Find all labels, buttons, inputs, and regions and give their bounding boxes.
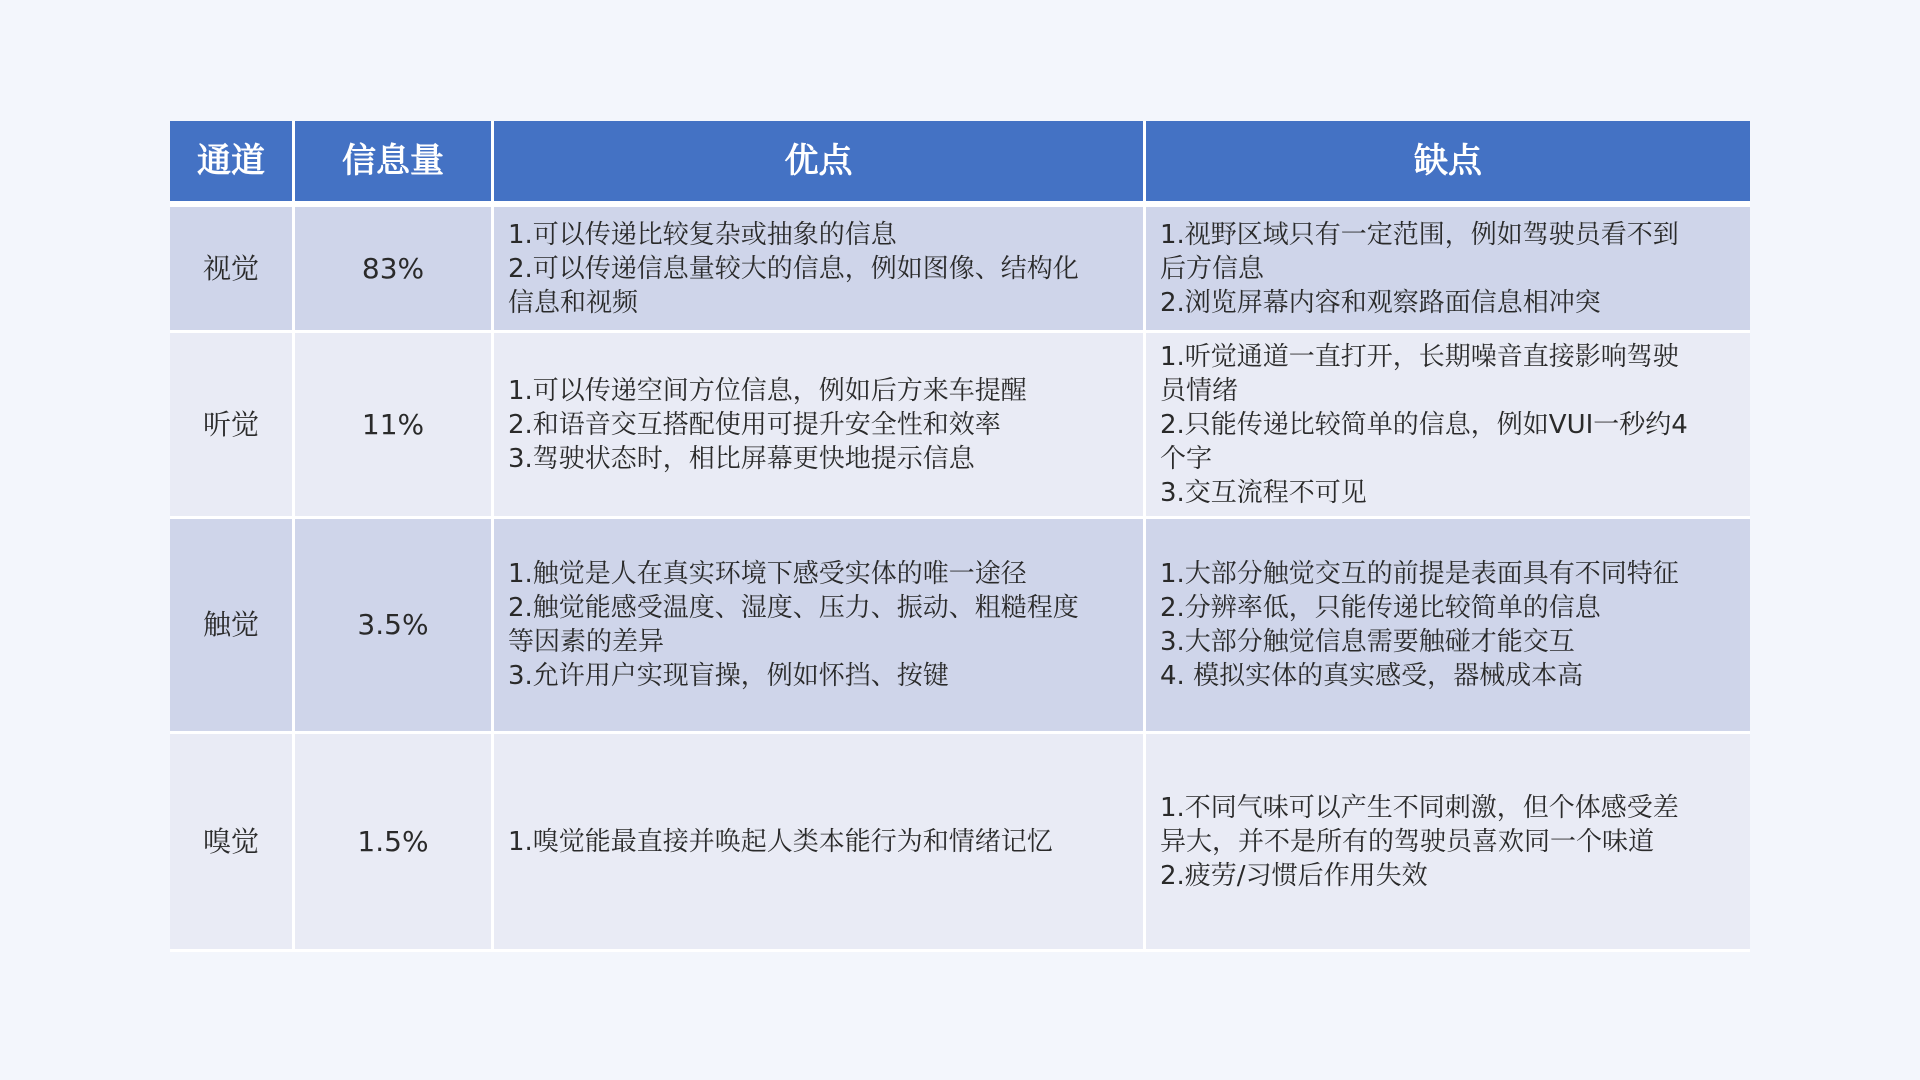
row-olfactory-cons [1146, 734, 1750, 952]
cons-line: 2.浏览屏幕内容和观察路面信息相冲突 [1160, 287, 1601, 318]
cons-line: 2.疲劳/习惯后作用失效 [1160, 860, 1428, 891]
row-olfactory-channel: 嗅觉 [170, 734, 295, 952]
row-tactile-channel: 触觉 [170, 519, 295, 734]
pros-line: 1.可以传递空间方位信息，例如后方来车提醒 [508, 375, 1027, 406]
header-channel: 通道 [170, 121, 295, 207]
row-visual-channel: 视觉 [170, 207, 295, 333]
cons-line: 3.交互流程不可见 [1160, 477, 1367, 508]
cons-line: 1.听觉通道一直打开，长期噪音直接影响驾驶 [1160, 341, 1679, 372]
pros-line: 2.可以传递信息量较大的信息，例如图像、结构化 [508, 253, 1079, 284]
pros-line: 等因素的差异 [508, 627, 665, 657]
row-olfactory-info: 1.5% [295, 734, 494, 952]
pros-line: 1.嗅觉能最直接并唤起人类本能行为和情绪记忆 [508, 826, 1053, 857]
row-tactile-cons [1146, 519, 1750, 734]
cons-line: 1.不同气味可以产生不同刺激，但个体感受差 [1160, 792, 1679, 823]
cons-line: 3.大部分触觉信息需要触碰才能交互 [1160, 627, 1575, 657]
pros-line: 信息和视频 [508, 287, 639, 318]
pros-line: 2.触觉能感受温度、湿度、压力、振动、粗糙程度 [508, 593, 1079, 623]
sensory-channel-table [170, 121, 1750, 952]
cons-line: 员情绪 [1160, 375, 1239, 406]
row-visual-cons [1146, 207, 1750, 333]
cons-line: 后方信息 [1160, 253, 1265, 284]
cons-line: 4. 模拟实体的真实感受，器械成本高 [1160, 661, 1584, 691]
pros-line: 3.允许用户实现盲操，例如怀挡、按键 [508, 661, 949, 691]
row-auditory-info: 11% [295, 333, 494, 519]
pros-line: 1.触觉是人在真实环境下感受实体的唯一途径 [508, 559, 1027, 589]
row-auditory-channel: 听觉 [170, 333, 295, 519]
header-info-amount: 信息量 [295, 121, 494, 207]
cons-line: 2.只能传递比较简单的信息，例如VUI一秒约4 [1160, 409, 1688, 440]
cons-line: 1.大部分触觉交互的前提是表面具有不同特征 [1160, 559, 1679, 589]
cons-line: 异大，并不是所有的驾驶员喜欢同一个味道 [1160, 826, 1655, 857]
cons-line: 个字 [1160, 443, 1213, 474]
row-visual-pros [494, 207, 1146, 333]
cons-line: 1.视野区域只有一定范围，例如驾驶员看不到 [1160, 219, 1679, 250]
pros-line: 3.驾驶状态时，相比屏幕更快地提示信息 [508, 443, 975, 474]
cons-line: 2.分辨率低，只能传递比较简单的信息 [1160, 593, 1601, 623]
pros-line: 2.和语音交互搭配使用可提升安全性和效率 [508, 409, 1001, 440]
row-auditory-cons [1146, 333, 1750, 519]
row-tactile-info: 3.5% [295, 519, 494, 734]
header-cons: 缺点 [1146, 121, 1750, 207]
row-tactile-pros [494, 519, 1146, 734]
pros-line: 1.可以传递比较复杂或抽象的信息 [508, 219, 897, 250]
row-visual-info: 83% [295, 207, 494, 333]
header-pros: 优点 [494, 121, 1146, 207]
row-olfactory-pros [494, 734, 1146, 952]
row-auditory-pros [494, 333, 1146, 519]
